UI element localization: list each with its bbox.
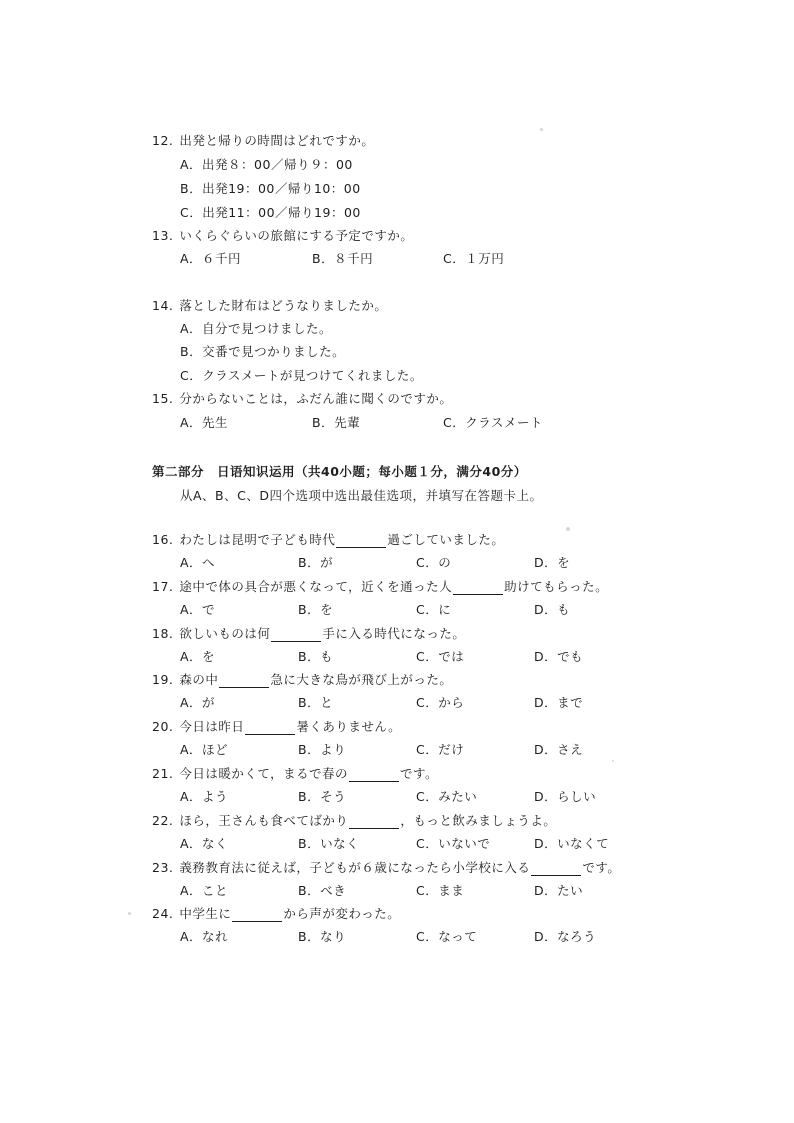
question-stem: 落とした財布はどうなりましたか。: [179, 298, 388, 313]
option-a: A．ほど: [180, 742, 229, 757]
option-a: A．が: [180, 695, 216, 710]
question-number: 17.: [152, 579, 174, 594]
option-c: C．まま: [416, 883, 465, 898]
option-c: C．の: [416, 555, 452, 570]
stem-after-blank: です。: [582, 860, 621, 875]
stem-after-blank: 手に入る時代になった。: [322, 626, 466, 641]
question-21: [152, 766, 438, 782]
question-number: 15.: [152, 391, 174, 406]
stem-before-blank: 今日は暖かくて，まるで春の: [179, 766, 349, 781]
stem-before-blank: 森の中: [179, 672, 219, 687]
question-number: 24.: [152, 906, 174, 921]
stem-before-blank: わたしは昆明で子ども時代: [179, 532, 336, 547]
question-number: 16.: [152, 532, 174, 547]
option-b: B．と: [298, 695, 334, 710]
stem-before-blank: 途中で体の具合が悪くなって，近くを通った人: [179, 579, 453, 594]
question-number: 22.: [152, 813, 174, 828]
scan-speck: [612, 760, 614, 762]
option-a: A．なれ: [180, 929, 229, 944]
question-number: 13.: [152, 228, 174, 243]
option-a: A．６千円: [180, 251, 242, 266]
option-d: D．らしい: [534, 789, 597, 804]
stem-before-blank: 欲しいものは何: [179, 626, 271, 641]
section-title: 第二部分 日语知识运用（共40小题；每小题１分，满分40分）: [152, 464, 527, 479]
question-number: 14.: [152, 298, 174, 313]
option-b: B．８千円: [312, 251, 374, 266]
option-a: A．よう: [180, 789, 229, 804]
stem-before-blank: 中学生に: [179, 906, 232, 921]
option-d: D．を: [534, 555, 571, 570]
scan-speck: [540, 128, 543, 131]
option-b: B．べき: [298, 883, 347, 898]
option-a: A．へ: [180, 555, 216, 570]
section-instruction: 从A、B、C、D四个选项中选出最佳选项，并填写在答题卡上。: [180, 488, 543, 503]
option-c: C．に: [416, 602, 452, 617]
question-13: [152, 228, 413, 244]
option-b: B．いなく: [298, 836, 360, 851]
option-a: A．で: [180, 602, 216, 617]
stem-after-blank: 急に大きな鳥が飛び上がった。: [270, 672, 453, 687]
question-stem: 出発と帰りの時間はどれですか。: [179, 133, 375, 148]
answer-blank: [232, 909, 282, 922]
question-12: [152, 133, 374, 149]
option-a: A．自分で見つけました。: [180, 321, 333, 336]
option-c: C．なって: [416, 929, 478, 944]
question-16: [152, 532, 504, 548]
option-a: A．こと: [180, 883, 229, 898]
stem-before-blank: ほら，王さんも食べてばかり: [179, 813, 349, 828]
stem-after-blank: から声が変わった。: [283, 906, 401, 921]
question-number: 19.: [152, 672, 174, 687]
option-d: D．なろう: [534, 929, 597, 944]
option-c: C．いないで: [416, 836, 491, 851]
answer-blank: [271, 629, 321, 642]
stem-after-blank: 過ごしていました。: [387, 532, 505, 547]
question-stem: 分からないことは，ふだん誰に聞くのですか。: [179, 391, 453, 406]
option-d: D．まで: [534, 695, 584, 710]
option-b: B．出発19：00／帰り10：00: [180, 181, 361, 196]
question-22: [152, 813, 556, 829]
option-a: A．先生: [180, 415, 229, 430]
option-d: D．も: [534, 602, 571, 617]
option-c: C．だけ: [416, 742, 465, 757]
question-20: [152, 719, 401, 735]
option-c: C．出発11：00／帰り19：00: [180, 205, 361, 220]
option-c: C．クラスメート: [443, 415, 543, 430]
scan-speck: [128, 912, 131, 915]
stem-before-blank: 義務教育法に従えば，子どもが６歳になったら小学校に入る: [179, 860, 531, 875]
stem-after-blank: 暑くありません。: [296, 719, 402, 734]
option-d: D．さえ: [534, 742, 584, 757]
stem-after-blank: 助けてもらった。: [504, 579, 609, 594]
answer-blank: [336, 535, 386, 548]
question-number: 20.: [152, 719, 174, 734]
option-c: C．みたい: [416, 789, 478, 804]
option-c: C．では: [416, 649, 465, 664]
option-b: B．も: [298, 649, 334, 664]
question-14: [152, 298, 387, 314]
question-18: [152, 626, 465, 642]
option-b: B．先輩: [312, 415, 361, 430]
option-a: A．なく: [180, 836, 229, 851]
scan-speck: [566, 527, 570, 531]
stem-before-blank: 今日は昨日: [179, 719, 245, 734]
answer-blank: [219, 675, 269, 688]
option-b: B．を: [298, 602, 334, 617]
stem-after-blank: ，もっと飲みましょうよ。: [400, 813, 557, 828]
option-c: C．１万円: [443, 251, 505, 266]
option-a: A．を: [180, 649, 216, 664]
option-d: D．たい: [534, 883, 584, 898]
question-number: 12.: [152, 133, 174, 148]
option-b: B．そう: [298, 789, 347, 804]
option-d: D．でも: [534, 649, 584, 664]
question-number: 21.: [152, 766, 174, 781]
question-24: [152, 906, 400, 922]
question-number: 23.: [152, 860, 174, 875]
option-c: C．から: [416, 695, 465, 710]
option-b: B．交番で見つかりました。: [180, 344, 346, 359]
option-c: C．クラスメートが見つけてくれました。: [180, 368, 423, 383]
option-a: A．出発８：00／帰り９：00: [180, 157, 353, 172]
question-stem: いくらぐらいの旅館にする予定ですか。: [179, 228, 414, 243]
question-15: [152, 391, 452, 407]
question-23: [152, 860, 620, 876]
stem-after-blank: です。: [400, 766, 439, 781]
answer-blank: [349, 816, 399, 829]
question-number: 18.: [152, 626, 174, 641]
answer-blank: [245, 722, 295, 735]
question-17: [152, 579, 608, 595]
option-d: D．いなくて: [534, 836, 610, 851]
option-b: B．が: [298, 555, 334, 570]
answer-blank: [349, 769, 399, 782]
option-b: B．より: [298, 742, 347, 757]
option-b: B．なり: [298, 929, 347, 944]
question-19: [152, 672, 452, 688]
answer-blank: [531, 863, 581, 876]
answer-blank: [453, 582, 503, 595]
